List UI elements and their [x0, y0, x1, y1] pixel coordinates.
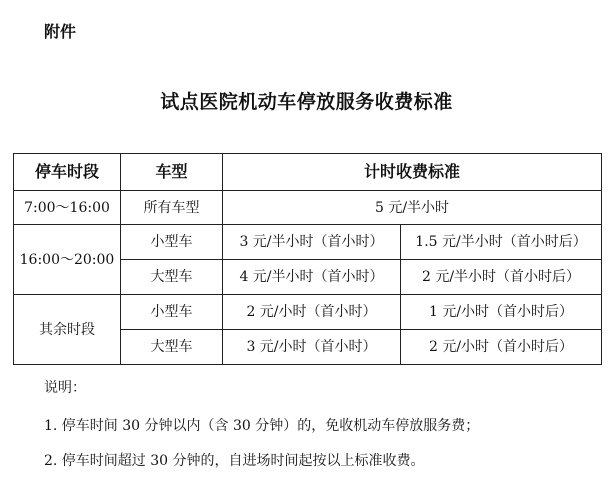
table-row — [14, 191, 602, 225]
vehicle-cell: 小型车 — [121, 295, 223, 330]
table-header-row — [14, 154, 602, 191]
fee-first-hour-cell: 3 元/小时（首小时） — [223, 330, 401, 365]
period-cell: 16:00～20:00 — [14, 225, 121, 295]
note-item: 2. 停车时间超过 30 分钟的，自进场时间起按以上标准收费。 — [44, 453, 425, 469]
fee-after-first-hour-cell: 1 元/小时（首小时后） — [401, 295, 602, 330]
header-vehicle-type: 车型 — [121, 154, 223, 191]
table-row — [14, 225, 602, 260]
note-item: 1. 停车时间 30 分钟以内（含 30 分钟）的，免收机动车停放服务费； — [44, 418, 480, 434]
period-cell: 其余时段 — [14, 295, 121, 365]
header-parking-period: 停车时段 — [14, 154, 121, 191]
vehicle-cell: 小型车 — [121, 225, 223, 260]
vehicle-cell: 大型车 — [121, 260, 223, 295]
fee-cell-combined: 5 元/半小时 — [223, 191, 602, 225]
fee-first-hour-cell: 2 元/小时（首小时） — [223, 295, 401, 330]
fee-first-hour-cell: 3 元/半小时（首小时） — [223, 225, 401, 260]
fee-after-first-hour-cell: 2 元/小时（首小时后） — [401, 330, 602, 365]
attachment-label: 附件 — [44, 22, 77, 41]
fee-after-first-hour-cell: 2 元/半小时（首小时后） — [401, 260, 602, 295]
notes-heading: 说明： — [44, 380, 86, 396]
vehicle-cell: 所有车型 — [121, 191, 223, 225]
period-cell: 7:00～16:00 — [14, 191, 121, 225]
fee-after-first-hour-cell: 1.5 元/半小时（首小时后） — [401, 225, 602, 260]
table-row — [14, 295, 602, 330]
vehicle-cell: 大型车 — [121, 330, 223, 365]
header-fee-standard: 计时收费标准 — [223, 154, 602, 191]
fee-first-hour-cell: 4 元/半小时（首小时） — [223, 260, 401, 295]
fee-standard-table — [13, 153, 602, 365]
document-title: 试点医院机动车停放服务收费标准 — [160, 91, 453, 113]
